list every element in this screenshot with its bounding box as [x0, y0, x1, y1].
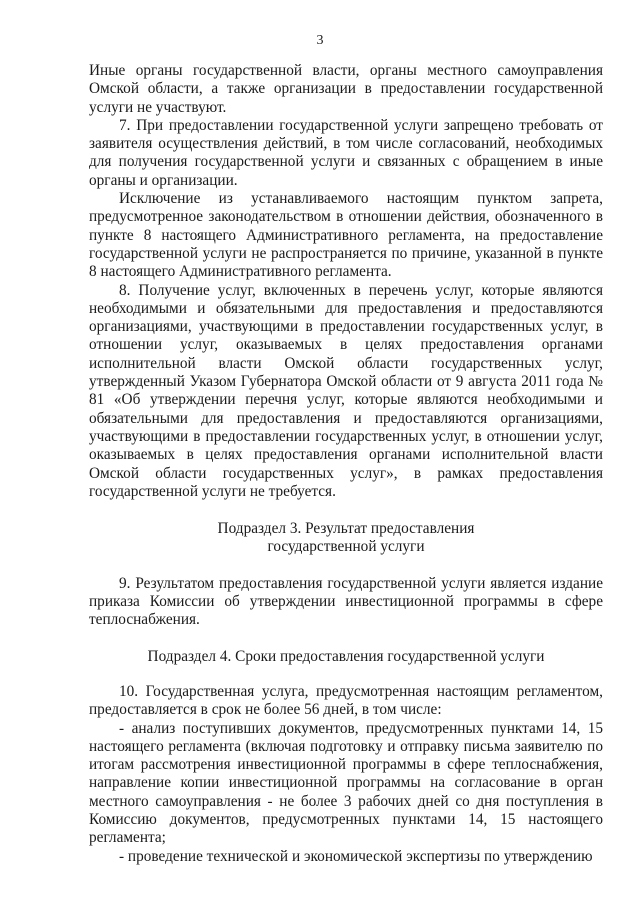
- subsection-4-heading: Подраздел 4. Сроки предоставления государственной услуги: [147, 647, 545, 665]
- paragraph-item-7: 7. При предоставлении государственной услуги запрещено требовать от заявителя осуществления действий, в том числе согласований, необходимых для получения государственной услуги и связанных с обращением в иные органы и организации.: [89, 116, 603, 189]
- document-body: [89, 62, 603, 866]
- paragraph-item-10: 10. Государственная услуга, предусмотренная настоящим регламентом, предоставляется в срок не более 56 дней, в том числе:: [89, 682, 603, 719]
- spacer: [89, 557, 603, 575]
- spacer: [89, 666, 603, 683]
- paragraph-expertise: - проведение технической и экономической экспертизы по утверждению: [119, 847, 593, 865]
- paragraph-document-analysis: - анализ поступивших документов, предусмотренных пунктами 14, 15 настоящего регламента (включая подготовку и отправку письма заявителю по итогам рассмотрения инвестиционной программы в сфере теплоснабжения, направление копии инвестиционной программы на согласование в орган местного самоуправления - не более 3 рабочих дней со дня поступления в Комиссию документов, предусмотренных пунктами 14, 15 настоящего регламента;: [89, 719, 603, 847]
- spacer: [89, 501, 603, 520]
- paragraph-other-bodies: Иные органы государственной власти, органы местного самоуправления Омской области, а также организации в предоставлении государственной услуги не участвуют.: [89, 62, 603, 116]
- spacer: [89, 630, 603, 648]
- page-number: 3: [316, 33, 324, 48]
- paragraph-item-9: 9. Результатом предоставления государственной услуги является издание приказа Комиссии об утверждении инвестиционной программы в сфере теплоснабжения.: [89, 574, 603, 629]
- paragraph-exception: Исключение из устанавливаемого настоящим пунктом запрета, предусмотренное законодательством в отношении действия, обозначенного в пункте 8 настоящего Административного регламента, на предоставление государственной услуги не распространяется по причине, указанной в пункте 8 настоящего Административного регламента.: [89, 190, 603, 281]
- paragraph-item-8: 8. Получение услуг, включенных в перечень услуг, которые являются необходимыми и обязательными для предоставления и предоставляются организациями, участвующими в предоставлении государственных услуг, в отношении услуг, оказываемых в целях предоставления органами исполнительной власти Омской области государственных услуг, утвержденный Указом Губернатора Омской области от 9 августа 2011 года № 81 «Об утверждении перечня услуг, которые являются необходимыми и обязательными для предоставления и предоставляются организациями, участвующими в предоставлении государственных услуг, в отношении услуг, оказываемых в целях предоставления органами исполнительной власти Омской области государственных услуг», в рамках предоставления государственной услуги не требуется.: [89, 281, 603, 500]
- subsection-3-heading-line-1: Подраздел 3. Результат предоставления: [217, 520, 475, 538]
- subsection-3-heading-line-2: государственной услуги: [267, 538, 425, 556]
